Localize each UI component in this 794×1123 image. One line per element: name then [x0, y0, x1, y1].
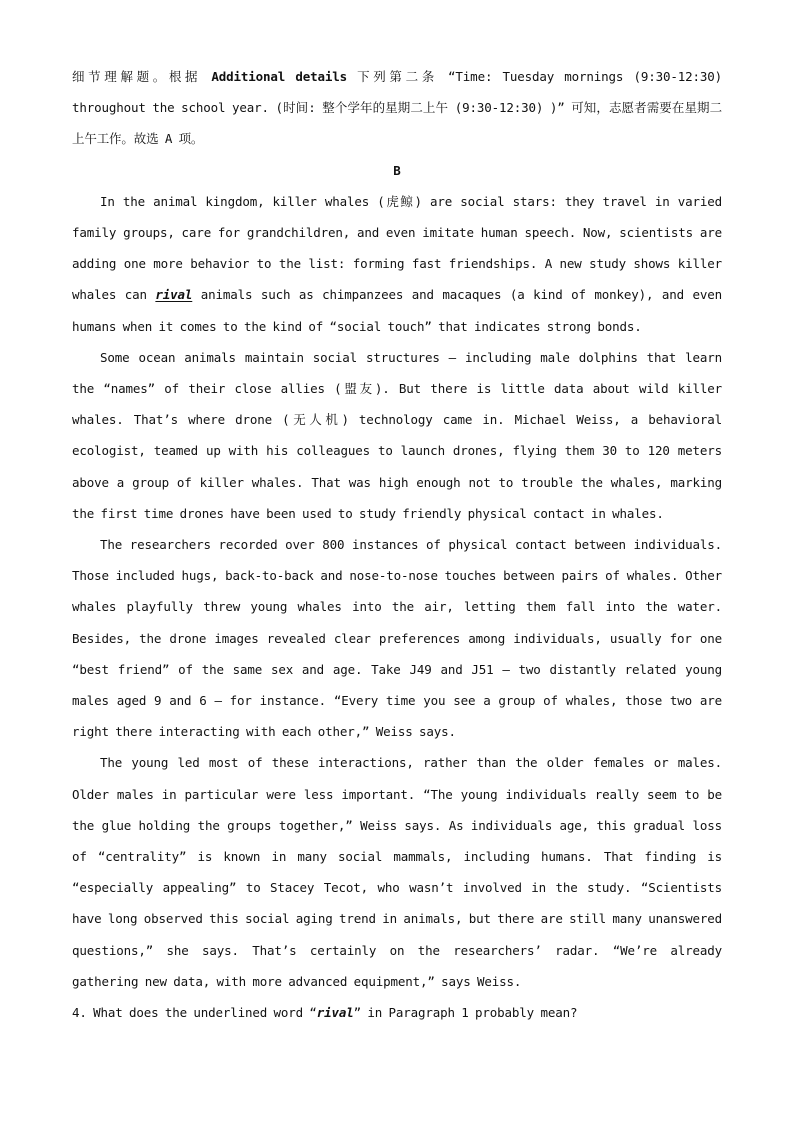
paragraph-2: Some ocean animals maintain social structures — including male dolphins that learn the “names” of their close allies (盟友). But there is little data about wild killer whales. That’s where drone (无人机) technology came in. Michael Weiss, a behavioral ecologist, teamed up with his colleagues to launch drones, flying them 30 to 120 meters above a group of killer whales. That was high enough not to trouble the whales, marking the first time drones have been used to study friendly physical contact in whales.: [72, 349, 722, 521]
additional-details-keyword: Additional details: [211, 69, 347, 84]
paragraph-1: [72, 186, 722, 342]
answer-explanation: [72, 61, 722, 155]
explanation-text-start: 细节理解题。根据: [72, 69, 212, 84]
question-4: [72, 997, 722, 1028]
paragraph-4: The young led most of these interactions, rather than the older females or males. Older males in particular were less important. “The young individuals really seem to be the glue holding the groups together,” Weiss says. As individuals age, this gradual loss of “centrality” is known in many social mammals, including humans. That finding is “especially appealing” to Stacey Tecot, who wasn’t involved in the study. “Scientists have long observed this social aging trend in animals, but there are still many unanswered questions,” she says. That’s certainly on the researchers’ radar. “We’re already gathering new data, with more advanced equipment,” says Weiss.: [72, 755, 722, 989]
paragraph-3: The researchers recorded over 800 instances of physical contact between individuals. Those included hugs, back-to-back and nose-to-nose touches between pairs of whales. Other whales playfully threw young whales into the air, letting them fall into the water. Besides, the drone images revealed clear preferences among individuals, usually for one “best friend” of the same sex and age. Take J49 and J51 — two distantly related young males aged 9 and 6 — for instance. “Every time you see a group of whales, those two are right there interacting with each other,” Weiss says.: [72, 537, 722, 740]
question-word-rival: rival: [316, 1005, 354, 1021]
underlined-word-rival: rival: [155, 287, 193, 303]
question-text-start: 4. What does the underlined word “: [72, 1005, 317, 1021]
paragraph-1-text-start: In the animal kingdom, killer whales (虎鲸) are social stars: they travel in varied family groups, care for grandchildren, and even imitate human speech. Now, scientists are adding one more behavior to the list: forming fast friendships. A new study shows killer whales can: [72, 193, 722, 303]
document-page: [72, 61, 722, 1028]
explanation-text-end: 下列第二条 “Time: Tuesday mornings (9:30-12:30) throughout the school year. (时间: 整个学年的星期二上午 (9:30-12:30) )” 可知，志愿者需要在星期二上午工作。故选 A 项。: [72, 69, 722, 147]
question-text-end: ” in Paragraph 1 probably mean?: [353, 1005, 578, 1021]
section-title: B: [393, 162, 401, 178]
paragraph-1-text-end: animals such as chimpanzees and macaques (a kind of monkey), and even humans when it comes to the kind of “social touch” that indicates strong bonds.: [72, 287, 722, 334]
